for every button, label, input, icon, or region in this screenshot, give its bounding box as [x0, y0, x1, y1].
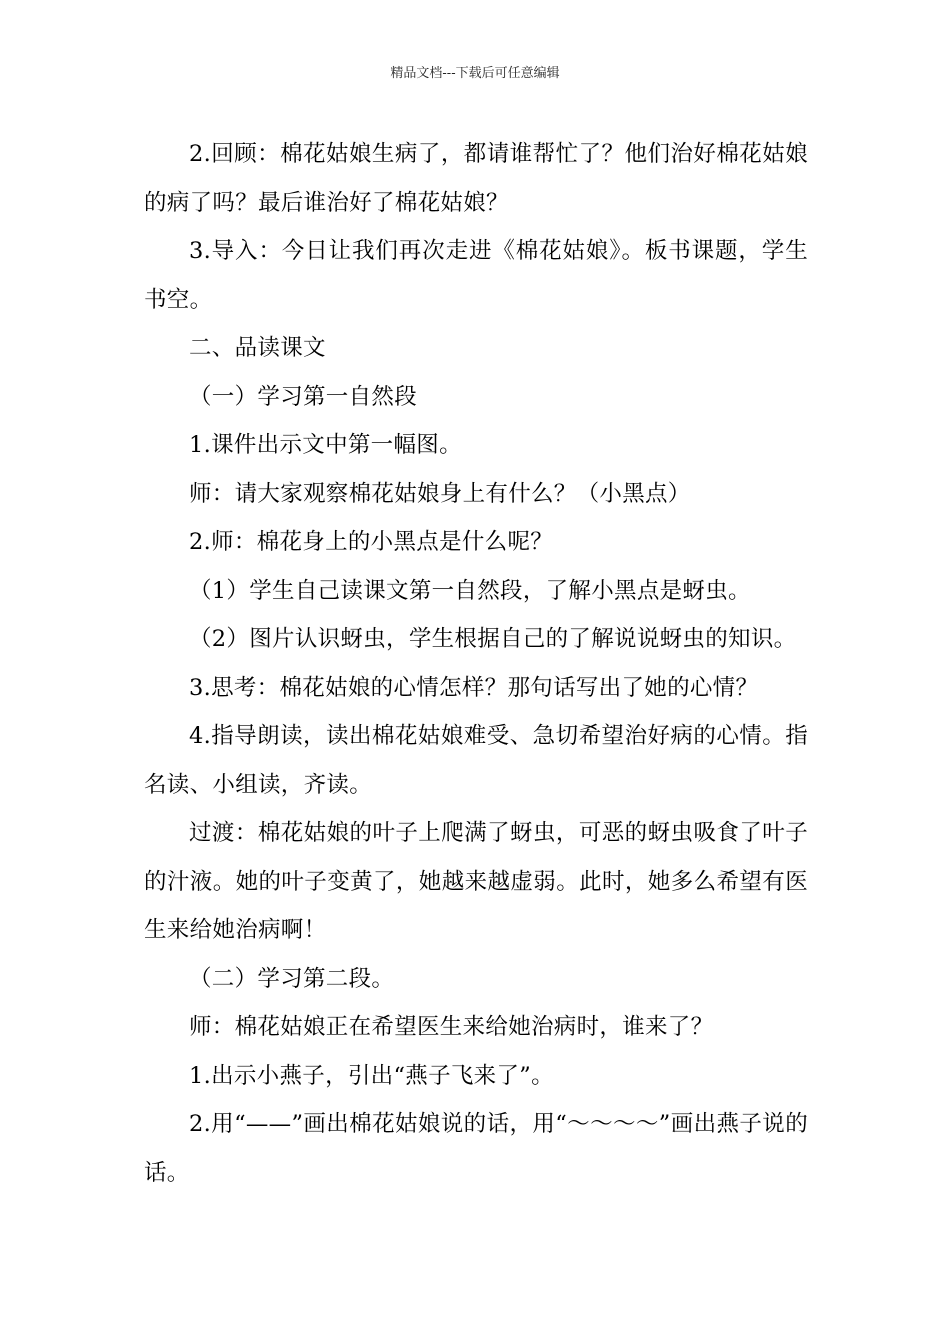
subsection-heading-2: （二）学习第二段。 [189, 965, 395, 992]
paragraph-step-5: 1.出示小燕子，引出“燕子飞来了”。 [189, 1062, 554, 1089]
paragraph-sub-item-1: （1）学生自己读课文第一自然段，了解小黑点是蚜虫。 [189, 577, 751, 604]
document-body [144, 130, 808, 1197]
paragraph-step-1: 1.课件出示文中第一幅图。 [189, 432, 462, 458]
section-heading: 二、品读课文 [189, 335, 326, 361]
paragraph-transition: 过渡：棉花姑娘的叶子上爬满了蚜虫，可恶的蚜虫吸食了叶子的汁液。她的叶子变黄了，她越来越虚弱。此时，她多么希望有医生来给她治病啊！ [144, 820, 808, 943]
paragraph-step-2: 2.师：棉花身上的小黑点是什么呢？ [189, 529, 554, 555]
paragraph-step-4: 4.指导朗读，读出棉花姑娘难受、急切希望治好病的心情。指名读、小组读，齐读。 [144, 723, 808, 798]
paragraph-sub-item-2: （2）图片认识蚜虫，学生根据自己的了解说说蚜虫的知识。 [189, 626, 797, 652]
paragraph-introduction: 3.导入：今日让我们再次走进《棉花姑娘》。板书课题，学生书空。 [144, 238, 808, 313]
paragraph-review: 2.回顾：棉花姑娘生病了，都请谁帮忙了？他们治好棉花姑娘的病了吗？最后谁治好了棉花姑娘？ [144, 141, 808, 216]
page-header: 精品文档---下载后可任意编辑 [390, 66, 560, 81]
paragraph-teacher-question-2: 师：棉花姑娘正在希望医生来给她治病时，谁来了？ [189, 1014, 714, 1040]
paragraph-step-6: 2.用“——”画出棉花姑娘说的话，用“～～～～”画出燕子说的话。 [144, 1111, 808, 1186]
paragraph-step-3: 3.思考：棉花姑娘的心情怎样？那句话写出了她的心情？ [189, 674, 759, 701]
paragraph-teacher-question-1: 师：请大家观察棉花姑娘身上有什么？（小黑点） [189, 480, 691, 507]
subsection-heading-1: （一）学习第一自然段 [189, 383, 418, 410]
